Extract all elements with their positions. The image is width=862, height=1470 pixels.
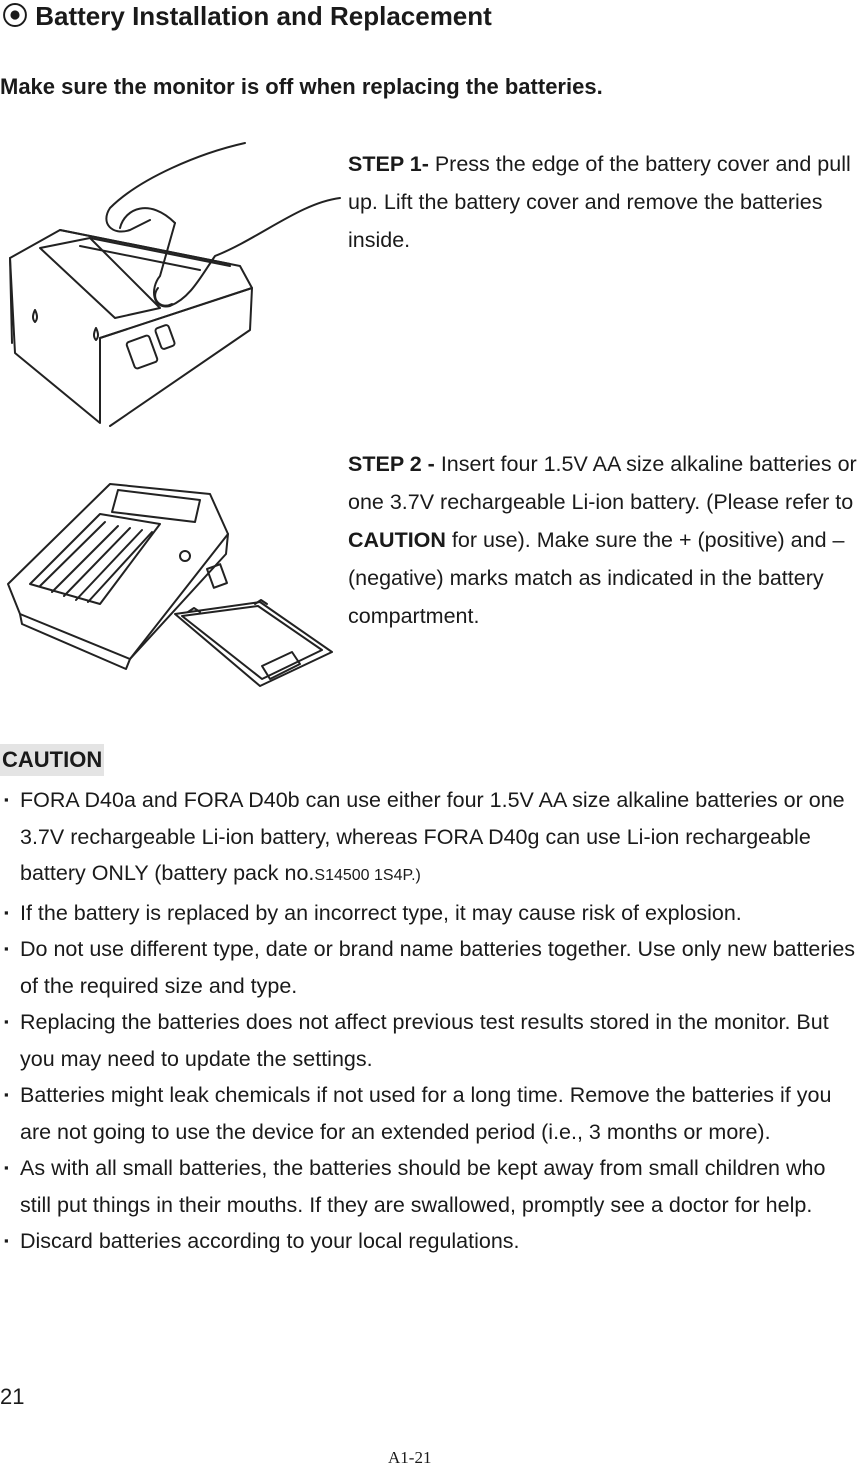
bullet-icon: ▪	[4, 941, 9, 956]
step-1-text	[348, 145, 858, 259]
bullseye-icon: ⦿	[2, 1, 29, 31]
caution-list	[0, 782, 862, 1260]
caution-item: ▪ Batteries might leak chemicals if not used for a long time. Remove the batteries if you are not going to use the device for an extended period (i.e., 3 months or more).	[0, 1077, 862, 1150]
bullet-icon: ▪	[4, 904, 9, 920]
caution-heading: CAUTION	[0, 744, 104, 776]
page-footer: A1-21	[388, 1448, 432, 1467]
bullet-icon: ▪	[4, 1233, 9, 1248]
step-2-description-a: Insert four 1.5V AA size alkaline batteries or one 3.7V rechargeable Li-ion battery. (Please refer to	[348, 452, 857, 514]
page-number: 21	[0, 1384, 25, 1409]
step-2-description-b: for use). Make sure the + (positive) and – (negative) marks match as indicated in the battery compartment.	[348, 528, 845, 628]
step-2-text	[348, 445, 858, 635]
caution-item: ▪ FORA D40a and FORA D40b can use either four 1.5V AA size alkaline batteries or one 3.7V rechargeable Li-ion battery, whereas FORA D40g can use Li-ion rechargeable battery ONLY (battery pack no.S14500 1S4P.)	[0, 782, 862, 895]
caution-item: ▪ Discard batteries according to your local regulations.	[0, 1223, 862, 1260]
caution-item: ▪ If the battery is replaced by an incorrect type, it may cause risk of explosion.	[0, 895, 862, 932]
caution-item: ▪ Replacing the batteries does not affect previous test results stored in the monitor. But you may need to update the settings.	[0, 1004, 862, 1077]
bullet-icon: ▪	[4, 1160, 9, 1175]
open-battery-compartment-illustration	[0, 474, 340, 696]
step-1-label: STEP 1-	[348, 152, 429, 176]
caution-item: ▪ As with all small batteries, the batteries should be kept away from small children who still put things in their mouths. If they are swallowed, promptly see a doctor for help.	[0, 1150, 862, 1223]
bullet-icon: ▪	[4, 1014, 9, 1029]
step-2-label: STEP 2 -	[348, 452, 435, 476]
caution-reference: CAUTION	[348, 528, 446, 552]
step-1-description: Press the edge of the battery cover and pull up. Lift the battery cover and remove the batteries inside.	[348, 152, 851, 252]
bullet-icon: ▪	[4, 792, 9, 807]
finger-pressing-battery-cover-illustration	[0, 138, 345, 430]
caution-item: ▪ Do not use different type, date or brand name batteries together. Use only new batteries of the required size and type.	[0, 931, 862, 1004]
section-heading	[2, 0, 492, 33]
instruction-subtitle: Make sure the monitor is off when replacing the batteries.	[0, 74, 603, 99]
section-title: Battery Installation and Replacement	[35, 1, 492, 31]
bullet-icon: ▪	[4, 1087, 9, 1102]
